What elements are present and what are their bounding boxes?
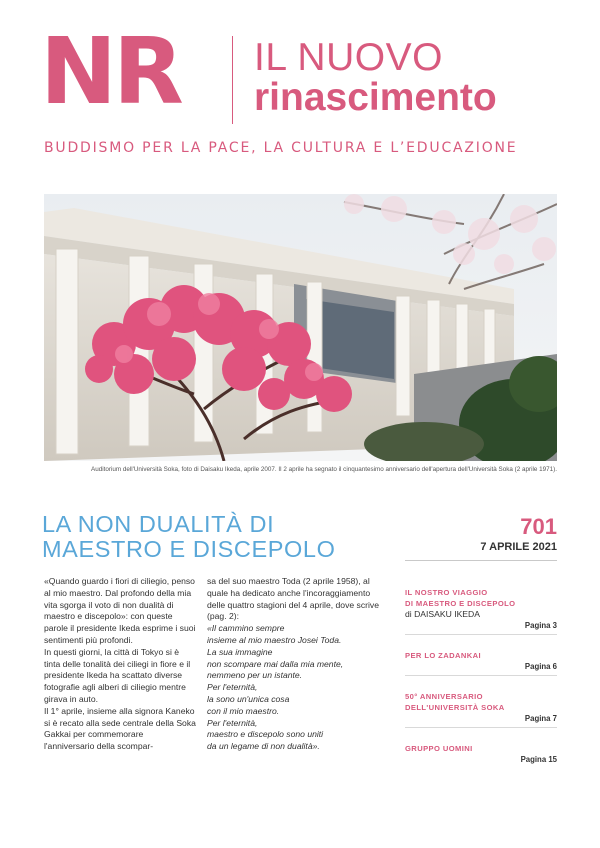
tagline: BUDDISMO PER LA PACE, LA CULTURA E L’EDUCAZIONE	[44, 140, 518, 156]
issue-number: 701	[520, 514, 557, 539]
toc-title: GRUPPO UOMINI	[405, 744, 473, 753]
divider	[405, 560, 557, 561]
divider	[405, 727, 557, 728]
poem-line: insieme al mio maestro Josei Toda.	[207, 634, 342, 645]
toc-title: IL NOSTRO VIAGGIO	[405, 588, 488, 597]
toc-title: PER LO ZADANKAI	[405, 651, 482, 660]
toc-item[interactable]	[405, 691, 557, 728]
article-headline	[42, 512, 422, 562]
poem-line: non scompare mai dalla mia mente,	[207, 658, 344, 669]
toc-item[interactable]	[405, 587, 557, 635]
issue-date: 7 APRILE 2021	[480, 541, 557, 553]
poem-line: Per l'eternità,	[207, 717, 258, 728]
article-paragraph: In questi giorni, la città di Tokyo si è tinta delle tonalità dei ciliegi in fiore e il presidente Ikeda ha scattato diverse fotografie agli alberi di ciliegio mentre girava in auto.	[44, 646, 191, 704]
poem-line: da un legame di non dualità».	[207, 741, 320, 752]
toc-subtitle: di DAISAKU IKEDA	[405, 609, 480, 619]
poem-line: La sua immagine	[207, 646, 273, 657]
logo-divider	[232, 36, 233, 124]
headline-line2: MAESTRO E DISCEPOLO	[42, 536, 336, 562]
masthead	[0, 0, 600, 190]
toc-page: Pagina 6	[524, 662, 557, 671]
toc-title: 50° ANNIVERSARIO	[405, 692, 483, 701]
cover-photo	[44, 194, 557, 461]
magazine-title-line1: IL NUOVO	[254, 36, 443, 79]
toc-title: DI MAESTRO E DISCEPOLO	[405, 599, 516, 608]
toc-page: Pagina 3	[524, 621, 557, 630]
table-of-contents	[405, 587, 557, 781]
divider	[405, 634, 557, 635]
poem-line: Per l'eternità,	[207, 682, 258, 693]
toc-page: Pagina 7	[524, 714, 557, 723]
toc-item[interactable]	[405, 650, 557, 676]
magazine-title-line2: rinascimento	[254, 76, 497, 119]
poem-line: la sono un'unica cosa	[207, 693, 290, 704]
photo-caption: Auditorium dell'Università Soka, foto di Daisaku Ikeda, aprile 2007. Il 2 aprile ha segnato il cinquantesimo anniversario dell'apertura dell'Università Soka (2 aprile 1971).	[91, 466, 557, 473]
headline-line1: LA NON DUALITÀ DI	[42, 511, 275, 537]
auditorium-cherry-blossom-image	[44, 194, 557, 461]
poem-line: maestro e discepolo sono uniti	[207, 729, 324, 740]
divider	[405, 675, 557, 676]
poem-line: «Il cammino sempre	[207, 623, 285, 634]
poem-line: con il mio maestro.	[207, 705, 280, 716]
article-column-2	[207, 576, 387, 753]
article-column-1	[44, 576, 196, 753]
nr-logo: NR	[40, 18, 180, 125]
article-paragraph: Il 1° aprile, insieme alla signora Kaneko si è recato alla sede centrale della Soka Gakkai per commemorare l'anniversario della scompar-	[44, 705, 196, 752]
toc-page: Pagina 15	[520, 755, 557, 764]
article-paragraph: «Quando guardo i fiori di ciliegio, penso al mio maestro. Dal profondo della mia vita sgorga il voto di non dualità di maestro e discepolo»: con queste parole il presidente Ikeda esprime i suoi sentimenti più profondi.	[44, 576, 196, 645]
article-paragraph: sa del suo maestro Toda (2 aprile 1958), al quale ha dedicato anche l'incoraggiamento delle quattro stagioni del 4 aprile, dove scrive (pag. 2):	[207, 576, 379, 622]
toc-item[interactable]	[405, 743, 557, 766]
poem-line: nemmeno per un istante.	[207, 670, 303, 681]
toc-title: DELL'UNIVERSITÀ SOKA	[405, 703, 505, 712]
